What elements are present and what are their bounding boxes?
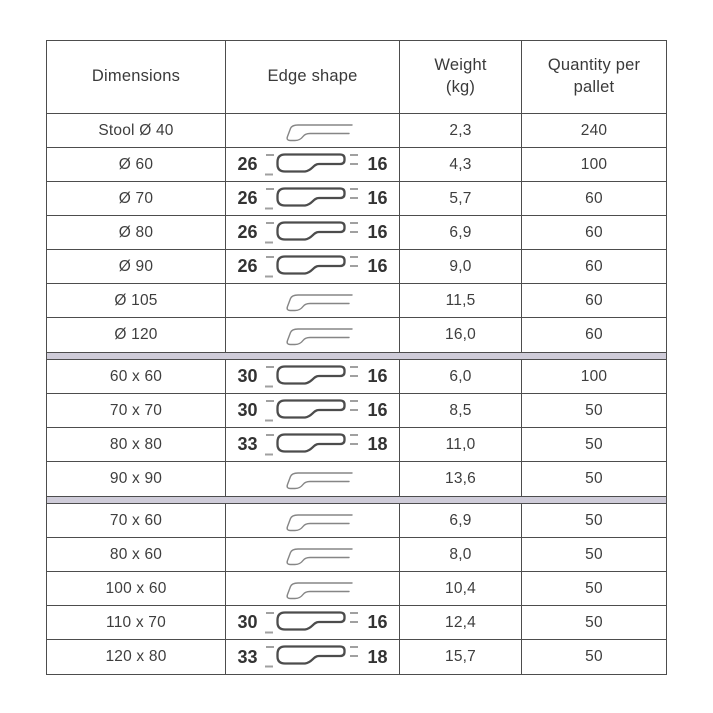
edge-left-dimension: 30	[237, 612, 258, 632]
edge-left-dimension: 26	[237, 256, 258, 276]
edge-right-dimension: 16	[367, 612, 388, 632]
edge-left-dimension: 30	[237, 366, 258, 386]
table-row	[47, 182, 666, 216]
closed-edge-profile-icon	[263, 218, 363, 248]
edge-shape-cell	[226, 394, 400, 427]
table-header-row	[47, 41, 666, 114]
closed-edge-profile-icon	[263, 184, 363, 214]
weight-cell: 12,4	[400, 606, 522, 639]
dimension-cell: 60 x 60	[47, 360, 226, 393]
edge-right-dimension: 18	[367, 646, 388, 667]
section-separator	[47, 352, 666, 360]
dimension-cell: 70 x 60	[47, 504, 226, 537]
closed-edge-profile-icon	[263, 362, 363, 392]
weight-cell: 10,4	[400, 572, 522, 605]
edge-shape-cell	[226, 462, 400, 496]
edge-shape-cell	[226, 284, 400, 317]
table-row	[47, 360, 666, 394]
edge-shape-cell	[226, 148, 400, 181]
edge-right-dimension: 16	[367, 400, 388, 420]
edge-right-dimension: 16	[367, 154, 388, 174]
weight-cell: 4,3	[400, 148, 522, 181]
table-row	[47, 250, 666, 284]
weight-cell: 2,3	[400, 114, 522, 147]
closed-edge-profile-icon	[263, 642, 363, 672]
table-row	[47, 318, 666, 352]
closed-edge-profile-icon	[263, 150, 363, 180]
header-quantity-label: Quantity per	[547, 56, 641, 75]
weight-cell: 8,5	[400, 394, 522, 427]
quantity-cell: 50	[585, 613, 603, 631]
edge-shape-cell	[226, 640, 400, 674]
header-quantity	[522, 41, 666, 113]
edge-shape-cell	[226, 538, 400, 571]
closed-edge-profile-icon	[263, 430, 363, 460]
quantity-cell: 50	[585, 648, 603, 665]
table-row	[47, 572, 666, 606]
edge-left-dimension: 26	[237, 222, 258, 242]
table-row	[47, 606, 666, 640]
table-row	[47, 394, 666, 428]
dimension-cell: 110 x 70	[47, 606, 226, 639]
quantity-cell: 50	[585, 579, 603, 597]
edge-shape-cell	[226, 250, 400, 283]
edge-right-dimension: 18	[367, 434, 388, 454]
dimension-cell: Stool Ø 40	[47, 114, 226, 147]
edge-left-dimension: 30	[237, 400, 258, 420]
edge-left-dimension: 26	[237, 154, 258, 174]
edge-right-dimension: 16	[367, 188, 388, 208]
weight-cell: 11,0	[400, 428, 522, 461]
quantity-cell: 50	[585, 545, 603, 563]
dimension-cell: 100 x 60	[47, 572, 226, 605]
header-edge-shape	[226, 41, 400, 113]
open-edge-profile-icon	[270, 466, 356, 492]
edge-shape-cell	[226, 318, 400, 352]
quantity-cell: 100	[580, 367, 608, 385]
weight-cell: 8,0	[400, 538, 522, 571]
edge-shape-cell	[226, 114, 400, 147]
header-weight	[400, 41, 522, 113]
quantity-cell: 50	[585, 435, 603, 453]
open-edge-profile-icon	[270, 322, 356, 348]
closed-edge-profile-icon	[263, 252, 363, 282]
edge-shape-cell	[226, 572, 400, 605]
weight-cell: 6,9	[400, 504, 522, 537]
dimension-cell: Ø 60	[47, 148, 226, 181]
dimension-cell: Ø 105	[47, 284, 226, 317]
open-edge-profile-icon	[270, 118, 356, 144]
dimension-cell: 90 x 90	[47, 462, 226, 496]
quantity-cell: 50	[585, 401, 603, 419]
table-row	[47, 538, 666, 572]
open-edge-profile-icon	[270, 508, 356, 534]
section-separator	[47, 496, 666, 504]
edge-right-dimension: 16	[367, 222, 388, 242]
edge-left-dimension: 33	[237, 434, 258, 454]
quantity-cell: 60	[585, 326, 603, 343]
dimension-cell: 120 x 80	[47, 640, 226, 674]
dimension-cell: Ø 70	[47, 182, 226, 215]
header-weight-label: Weight	[434, 56, 487, 75]
dimension-cell: Ø 90	[47, 250, 226, 283]
table-row	[47, 428, 666, 462]
product-spec-table	[46, 40, 667, 675]
weight-cell: 6,9	[400, 216, 522, 249]
weight-cell: 13,6	[400, 462, 522, 496]
edge-shape-cell	[226, 606, 400, 639]
open-edge-profile-icon	[270, 288, 356, 314]
dimension-cell: 80 x 80	[47, 428, 226, 461]
table-row	[47, 640, 666, 674]
table-row	[47, 216, 666, 250]
quantity-cell: 60	[585, 189, 603, 207]
table-row	[47, 148, 666, 182]
header-dimensions	[47, 41, 226, 113]
header-edge-shape-label: Edge shape	[267, 67, 358, 86]
edge-right-dimension: 16	[367, 366, 388, 386]
dimension-cell: 80 x 60	[47, 538, 226, 571]
quantity-cell: 50	[585, 511, 603, 529]
closed-edge-profile-icon	[263, 396, 363, 426]
edge-shape-cell	[226, 182, 400, 215]
weight-cell: 9,0	[400, 250, 522, 283]
open-edge-profile-icon	[270, 576, 356, 602]
closed-edge-profile-icon	[263, 608, 363, 638]
edge-shape-cell	[226, 216, 400, 249]
edge-shape-cell	[226, 504, 400, 537]
table-row	[47, 114, 666, 148]
table-body	[47, 114, 666, 674]
dimension-cell: Ø 120	[47, 318, 226, 352]
weight-cell: 5,7	[400, 182, 522, 215]
edge-left-dimension: 26	[237, 188, 258, 208]
edge-shape-cell	[226, 428, 400, 461]
table-row	[47, 284, 666, 318]
dimension-cell: 70 x 70	[47, 394, 226, 427]
quantity-cell: 60	[585, 257, 603, 275]
weight-cell: 11,5	[400, 284, 522, 317]
edge-shape-cell	[226, 360, 400, 393]
edge-left-dimension: 33	[237, 646, 258, 667]
table-row	[47, 504, 666, 538]
dimension-cell: Ø 80	[47, 216, 226, 249]
header-quantity-label2: pallet	[573, 78, 615, 96]
open-edge-profile-icon	[270, 542, 356, 568]
quantity-cell: 60	[585, 291, 603, 309]
table-row	[47, 462, 666, 496]
header-dimensions-label: Dimensions	[91, 67, 181, 86]
header-weight-unit: (kg)	[445, 78, 476, 96]
quantity-cell: 60	[585, 223, 603, 241]
weight-cell: 6,0	[400, 360, 522, 393]
edge-right-dimension: 16	[367, 256, 388, 276]
weight-cell: 16,0	[400, 318, 522, 352]
weight-cell: 15,7	[400, 640, 522, 674]
quantity-cell: 50	[585, 470, 603, 487]
quantity-cell: 240	[580, 121, 608, 139]
quantity-cell: 100	[580, 155, 608, 173]
